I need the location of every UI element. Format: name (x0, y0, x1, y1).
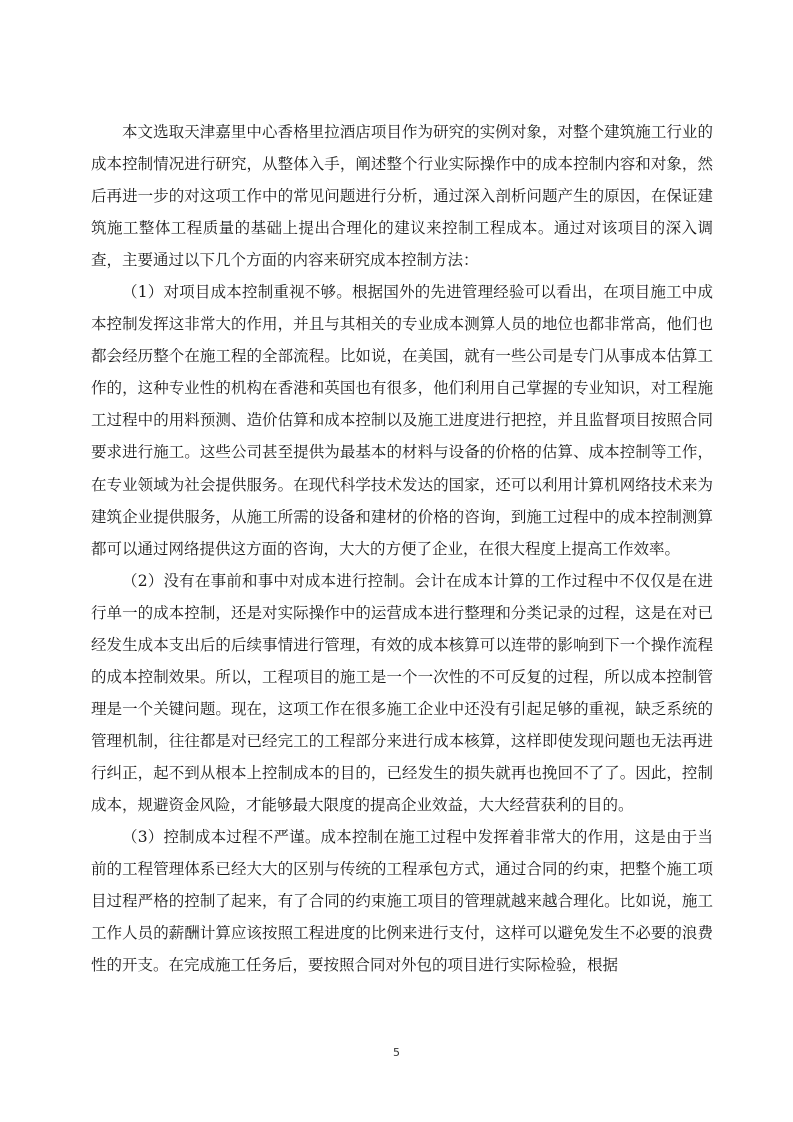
page-number: 5 (393, 1046, 400, 1059)
paragraph-point-1: （1）对项目成本控制重视不够。根据国外的先进管理经验可以看出，在项目施工中成本控制发挥这非常大的作用，并且与其相关的专业成本测算人员的地位也都非常高，他们也都会经历整个在施工程的全部流程。比如说，在美国，就有一些公司是专门从事成本估算工作的，这种专业性的机构在香港和英国也有很多，他们利用自己掌握的专业知识，对工程施工过程中的用料预测、造价估算和成本控制以及施工进度进行把控，并且监督项目按照合同要求进行施工。这些公司甚至提供为最基本的材料与设备的价格的估算、成本控制等工作，在专业领域为社会提供服务。在现代科学技术发达的国家，还可以利用计算机网络技术来为建筑企业提供服务，从施工所需的设备和建材的价格的咨询，到施工过程中的成本控制测算都可以通过网络提供这方面的咨询，大大的方便了企业，在很大程度上提高工作效率。 (91, 283, 713, 558)
paragraph-point-3: （3）控制成本过程不严谨。成本控制在施工过程中发挥着非常大的作用，这是由于当前的工程管理体系已经大大的区别与传统的工程承包方式，通过合同的约束，把整个施工项目过程严格的控制了起来，有了合同的约束施工项目的管理就越来越合理化。比如说，施工工作人员的薪酬计算应该按照工程进度的比例来进行支付，这样可以避免发生不必要的浪费性的开支。在完成施工任务后，要按照合同对外包的项目进行实际检验，根据 (91, 828, 713, 975)
paragraph-point-2: （2）没有在事前和事中对成本进行控制。会计在成本计算的工作过程中不仅仅是在进行单一的成本控制，还是对实际操作中的运营成本进行整理和分类记录的过程，这是在对已经发生成本支出后的后续事情进行管理，有效的成本核算可以连带的影响到下一个操作流程的成本控制效果。所以，工程项目的施工是一个一次性的不可反复的过程，所以成本控制管理是一个关键问题。现在，这项工作在很多施工企业中还没有引起足够的重视，缺乏系统的管理机制，往往都是对已经完工的工程部分来进行成本核算，这样即使发现问题也无法再进行纠正，起不到从根本上控制成本的目的，已经发生的损失就再也挽回不了了。因此，控制成本，规避资金风险，才能够最大限度的提高企业效益，大大经营获利的目的。 (91, 571, 713, 814)
body-text (91, 116, 713, 981)
paragraph-intro: 本文选取天津嘉里中心香格里拉酒店项目作为研究的实例对象，对整个建筑施工行业的成本控制情况进行研究，从整体入手，阐述整个行业实际操作中的成本控制内容和对象，然后再进一步的对这项工作中的常见问题进行分析，通过深入剖析问题产生的原因，在保证建筑施工整体工程质量的基础上提出合理化的建议来控制工程成本。通过对该项目的深入调查，主要通过以下几个方面的内容来研究成本控制方法： (91, 123, 713, 270)
